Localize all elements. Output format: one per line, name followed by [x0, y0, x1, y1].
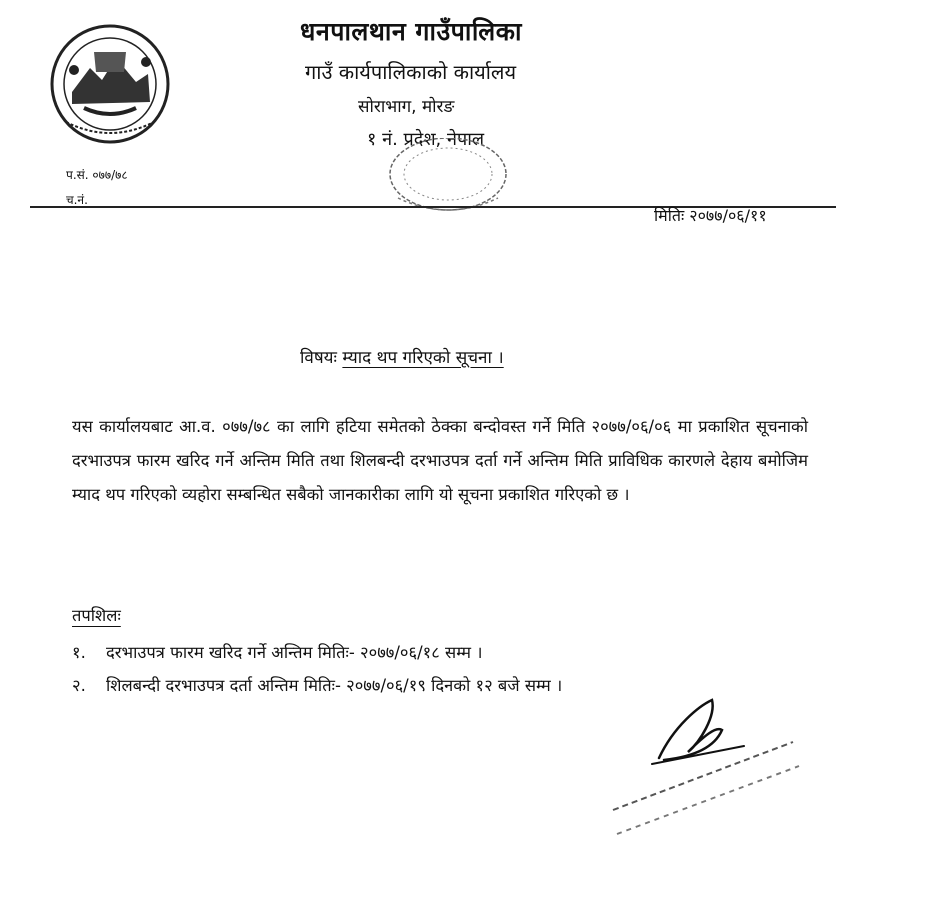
letter-date: मितिः २०७७/०६/११ [654, 206, 767, 225]
detail-item-text: शिलबन्दी दरभाउपत्र दर्ता अन्तिम मितिः- २०७७/०६/१९ दिनको १२ बजे सम्म । [106, 676, 563, 695]
detail-item-text: दरभाउपत्र फारम खरिद गर्ने अन्तिम मितिः- २०७७/०६/१८ सम्म । [106, 643, 483, 662]
government-emblem-icon [44, 22, 176, 146]
dispatch-number: च.नं. [66, 193, 88, 207]
subject-line [300, 345, 504, 368]
detail-item [72, 673, 562, 696]
detail-item-number: १. [72, 643, 86, 662]
details-heading: तपशिलः [72, 606, 121, 625]
reference-number: प.सं. ०७७/७८ [66, 168, 128, 182]
office-name: गाउँ कार्यपालिकाको कार्यालय [305, 60, 517, 84]
subject-text: म्याद थप गरिएको सूचना । [342, 348, 504, 368]
notice-body: यस कार्यालयबाट आ.व. ०७७/७८ का लागि हटिया समेतको ठेक्का बन्दोवस्त गर्ने मिति २०७७/०६/०६ मा प्रकाशित सूचनाको दरभाउपत्र फारम खरिद गर्ने अन्तिम मिति तथा शिलबन्दी दरभाउपत्र दर्ता गर्ने अन्तिम मिति प्राविधिक कारणले देहाय बमोजिम म्याद थप गरिएको व्यहोरा सम्बन्धित सबैको जानकारीका लागि यो सूचना प्रकाशित गरिएको छ । [72, 417, 808, 504]
municipality-title: धनपालथान गाउँपालिका [300, 17, 522, 46]
signature-stamp-lines [603, 722, 813, 862]
detail-item [72, 640, 483, 663]
province-line: १ नं. प्रदेश, नेपाल [367, 129, 485, 150]
detail-item-number: २. [72, 676, 86, 695]
subject-label: विषयः [300, 348, 337, 368]
office-address: सोराभाग, मोरङ [358, 97, 455, 117]
